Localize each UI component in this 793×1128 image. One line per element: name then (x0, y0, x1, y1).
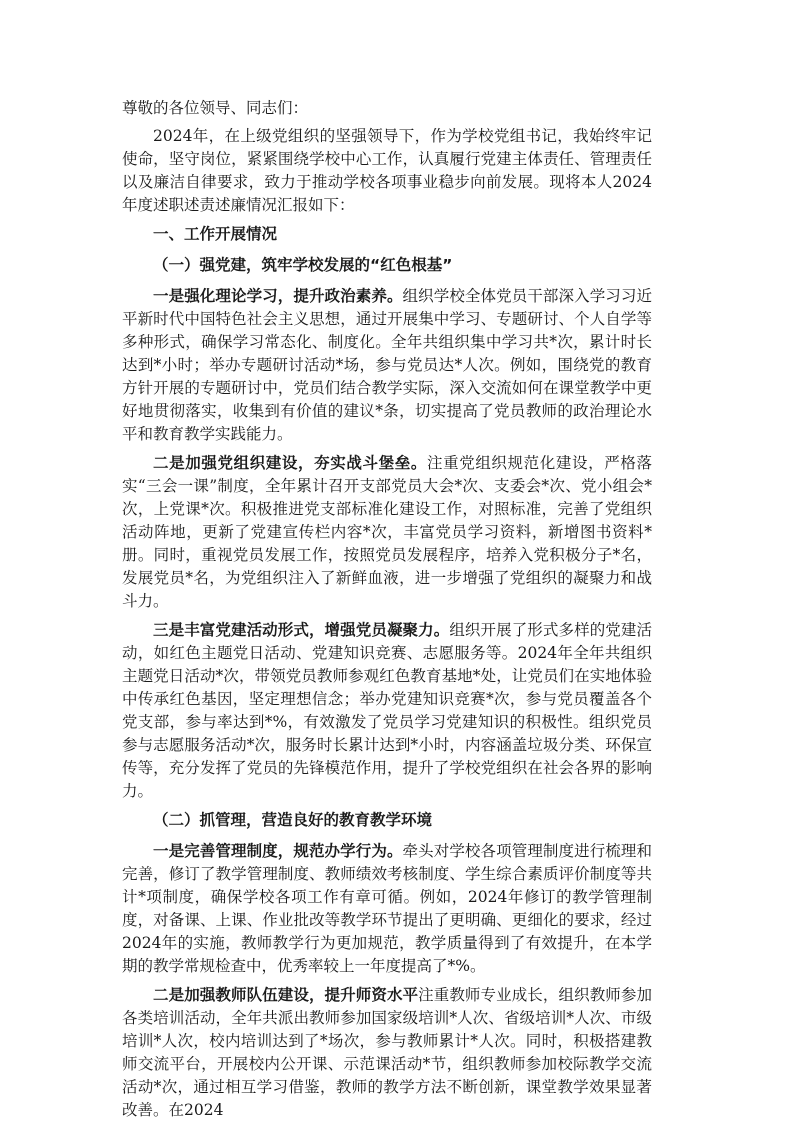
paragraph-lead: 三是丰富党建活动形式，增强党员凝聚力。 (153, 621, 450, 639)
subsection-heading-party-building: （一）强党建，筑牢学校发展的“红色根基” (153, 256, 453, 274)
paragraph-body: 组织学校全体党员干部深入学习习近平新时代中国特色社会主义思想，通过开展集中学习、专题研讨、个人自学等多种形式，确保学习常态化、制度化。全年共组织集中学习共*次，累计时长达到*小时；举办专题研讨活动*场，参与党员达*人次。例如，围绕党的教育方针开展的专题研讨中，党员们结合教学实际，深入交流如何在课堂教学中更好地贯彻落实，收集到有价值的建议*条，切实提高了党员教师的政治理论水平和教育教学实践能力。 (122, 287, 652, 443)
paragraph-lead: 一是完善管理制度，规范办学行为。 (153, 842, 403, 860)
subsection-heading-management: （二）抓管理，营造良好的教育教学环境 (153, 811, 433, 829)
paragraph-body: 牵头对学校各项管理制度进行梳理和完善，修订了教学管理制度、教师绩效考核制度、学生综合素质评价制度等共计*项制度，确保学校各项工作有章可循。例如，2024年修订的教学管理制度，对备课、上课、作业批改等教学环节提出了更明确、更细化的要求，经过2024年的实施，教师教学行为更加规范，教学质量得到了有效提升，在本学期的教学常规检查中，优秀率较上一年度提高了*%。 (122, 842, 652, 975)
paragraph-theory-study (122, 285, 652, 446)
paragraph-lead: 一是强化理论学习，提升政治素养。 (153, 287, 403, 305)
intro-paragraph: 2024年，在上级党组织的坚强领导下，作为学校党组书记，我始终牢记使命，坚守岗位，紧紧围绕学校中心工作，认真履行党建主体责任、管理责任以及廉洁自律要求，致力于推动学校各项事业稳步向前发展。现将本人2024年度述职述责述廉情况汇报如下： (122, 127, 652, 214)
paragraph-party-organization (122, 452, 652, 613)
paragraph-lead: 二是加强党组织建设，夯实战斗堡垒。 (153, 454, 427, 472)
section-heading-work: 一、工作开展情况 (153, 225, 278, 243)
paragraph-body: 注重党组织规范化建设，严格落实“三会一课”制度，全年累计召开支部党员大会*次、支委会*次、党小组会*次，上党课*次。积极推进党支部标准化建设工作，对照标准，完善了党组织活动阵地，更新了党建宣传栏内容*次，丰富党员学习资料，新增图书资料*册。同时，重视党员发展工作，按照党员发展程序，培养入党积极分子*名，发展党员*名，为党组织注入了新鲜血液，进一步增强了党组织的凝聚力和战斗力。 (122, 454, 652, 610)
paragraph-body: 注重教师专业成长，组织教师参加各类培训活动，全年共派出教师参加国家级培训*人次、省级培训*人次、市级培训*人次，校内培训达到了*场次，参与教师累计*人次。同时，积极搭建教师交流平台，开展校内公开课、示范课活动*节，组织教师参加校际教学交流活动*次，通过相互学习借鉴，教师的教学方法不断创新，课堂教学效果显著改善。在2024 (122, 986, 652, 1119)
paragraph-party-activities (122, 619, 652, 803)
paragraph-management-system (122, 840, 652, 978)
paragraph-lead: 二是加强教师队伍建设，提升师资水平 (153, 986, 419, 1004)
document-body (122, 97, 652, 1128)
salutation: 尊敬的各位领导、同志们： (122, 99, 309, 117)
paragraph-teacher-team (122, 984, 652, 1122)
paragraph-body: 组织开展了形式多样的党建活动，如红色主题党日活动、党建知识竞赛、志愿服务等。2024年全年共组织主题党日活动*次，带领党员教师参观红色教育基地*处，让党员们在实地体验中传承红色基因，坚定理想信念；举办党建知识竞赛*次，参与党员覆盖各个党支部，参与率达到*%，有效激发了党员学习党建知识的积极性。组织党员参与志愿服务活动*次，服务时长累计达到*小时，内容涵盖垃圾分类、环保宣传等，充分发挥了党员的先锋模范作用，提升了学校党组织在社会各界的影响力。 (122, 621, 652, 800)
